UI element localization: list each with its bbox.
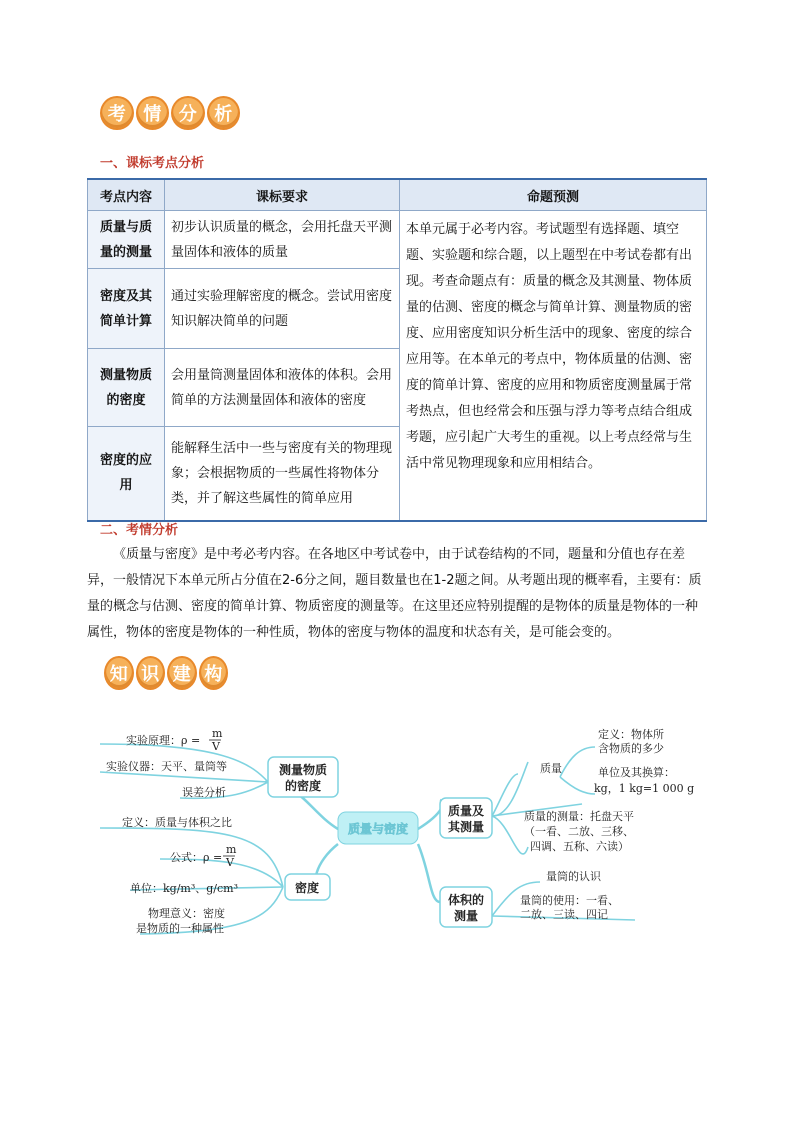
banner-char: 考 <box>100 96 134 130</box>
node-volume <box>440 887 492 927</box>
volume-use: 量筒的使用：一看、 <box>520 894 619 907</box>
table-cell-requirement: 会用量筒测量固体和液体的体积。会用简单的方法测量固体和液体的密度 <box>165 349 400 427</box>
mass-measurement: 质量的测量：托盘天平 <box>524 810 634 823</box>
principle-text: 实验原理：ρ = <box>126 734 201 747</box>
table-cell-requirement: 能解释生活中一些与密度有关的物理现象；会根据物质的一些属性将物体分类，并了解这些属性的简单应用 <box>165 427 400 521</box>
table-cell-topic: 测量物质的密度 <box>88 349 165 427</box>
table-header: 课标要求 <box>165 179 400 211</box>
node-label: 质量及 <box>447 804 485 818</box>
table-header-row <box>88 179 707 211</box>
node-label: 其测量 <box>447 820 485 834</box>
section-banner-analysis <box>100 92 242 134</box>
section-title: 二、考情分析 <box>100 523 179 538</box>
volume-know: 量筒的认识 <box>546 870 601 883</box>
analysis-paragraph: 《质量与密度》是中考必考内容。在各地区中考试卷中，由于试卷结构的不同，题量和分值也存在差异，一般情况下本单元所占分值在2-6分之间，题目数量也在1-2题之间。从考题出现的概率看，主要有：质量的概念与估测、密度的简单计算、物质密度的测量等。在这里还应特别提醒的是物体的质量是物体的一种属性，物体的密度是物体的一种性质，物体的密度与物体的温度和状态有关，是可能会变的。 <box>87 547 702 640</box>
table-cell-prediction: 本单元属于必考内容。考试题型有选择题、填空题、实验题和综合题，以上题型在中考试卷都有出现。考查命题点有：质量的概念及其测量、物体质量的估测、密度的概念与简单计算、测量物质的密度、应用密度知识分析生活中的现象、密度的综合应用等。在本单元的考点中，物体质量的估测、密度的简单计算、密度的应用和物质密度测量属于常考热点，但也经常会和压强与浮力等考点结合组成考题，应引起广大考生的重视。以上考点经常与生活中常见物理现象和应用相结合。 <box>400 211 707 521</box>
volume-use: 二放、三读、四记 <box>520 908 608 921</box>
fraction-numerator: m <box>226 843 237 856</box>
node-label: 体积的 <box>447 893 485 907</box>
table-cell-requirement: 通过实验理解密度的概念。尝试用密度知识解决简单的问题 <box>165 269 400 349</box>
banner-char: 知 <box>104 656 134 690</box>
fraction-denominator: V <box>226 856 234 869</box>
table-row <box>88 211 707 269</box>
mass-definition: 定义：物体所 <box>598 728 664 741</box>
table-cell-topic: 密度的应用 <box>88 427 165 521</box>
mass-unit: kg，1 kg=1 000 g <box>594 782 695 795</box>
table-cell-requirement: 初步认识质量的概念，会用托盘天平测量固体和液体的质量 <box>165 211 400 269</box>
banner-char: 情 <box>136 96 170 130</box>
curriculum-table <box>87 178 707 522</box>
mass-unit: 单位及其换算： <box>598 766 675 779</box>
density-unit: 单位：kg/m³、g/cm³ <box>130 882 239 895</box>
density-formula: 公式：ρ = <box>170 851 223 864</box>
density-definition: 定义：质量与体积之比 <box>122 816 232 829</box>
mass-definition: 含物质的多少 <box>598 742 664 755</box>
center-label: 质量与密度 <box>347 822 409 836</box>
node-mass <box>440 798 492 838</box>
node-density <box>285 874 330 900</box>
banner-char: 析 <box>207 96 241 130</box>
mass-word: 质量 <box>540 762 562 775</box>
banner-char: 识 <box>136 656 166 690</box>
banner-char: 构 <box>199 656 229 690</box>
knowledge-mind-map <box>100 722 700 942</box>
node-label: 测量物质 <box>278 763 328 777</box>
fraction-numerator: m <box>212 727 223 740</box>
node-label: 测量 <box>453 909 479 923</box>
error-text: 误差分析 <box>182 786 226 799</box>
node-measure-density <box>268 757 338 797</box>
density-meaning: 物理意义：密度 <box>148 907 225 920</box>
banner-char: 分 <box>171 96 205 130</box>
mass-measurement: （一看、二放、三移、 <box>524 825 634 838</box>
banner-char: 建 <box>167 656 197 690</box>
section-banner-knowledge <box>104 652 230 694</box>
table-cell-topic: 质量与质量的测量 <box>88 211 165 269</box>
table-cell-topic: 密度及其简单计算 <box>88 269 165 349</box>
table-header: 命题预测 <box>400 179 707 211</box>
node-label: 的密度 <box>284 779 322 793</box>
density-meaning: 是物质的一种属性 <box>136 922 224 935</box>
fraction-denominator: V <box>212 740 220 753</box>
tools-text: 实验仪器：天平、量筒等 <box>106 760 227 773</box>
mass-measurement: 四调、五称、六读） <box>530 840 629 853</box>
mind-map-center-node <box>338 812 418 844</box>
section-title: 一、课标考点分析 <box>100 156 205 171</box>
table-header: 考点内容 <box>88 179 165 211</box>
node-label: 密度 <box>294 881 320 895</box>
